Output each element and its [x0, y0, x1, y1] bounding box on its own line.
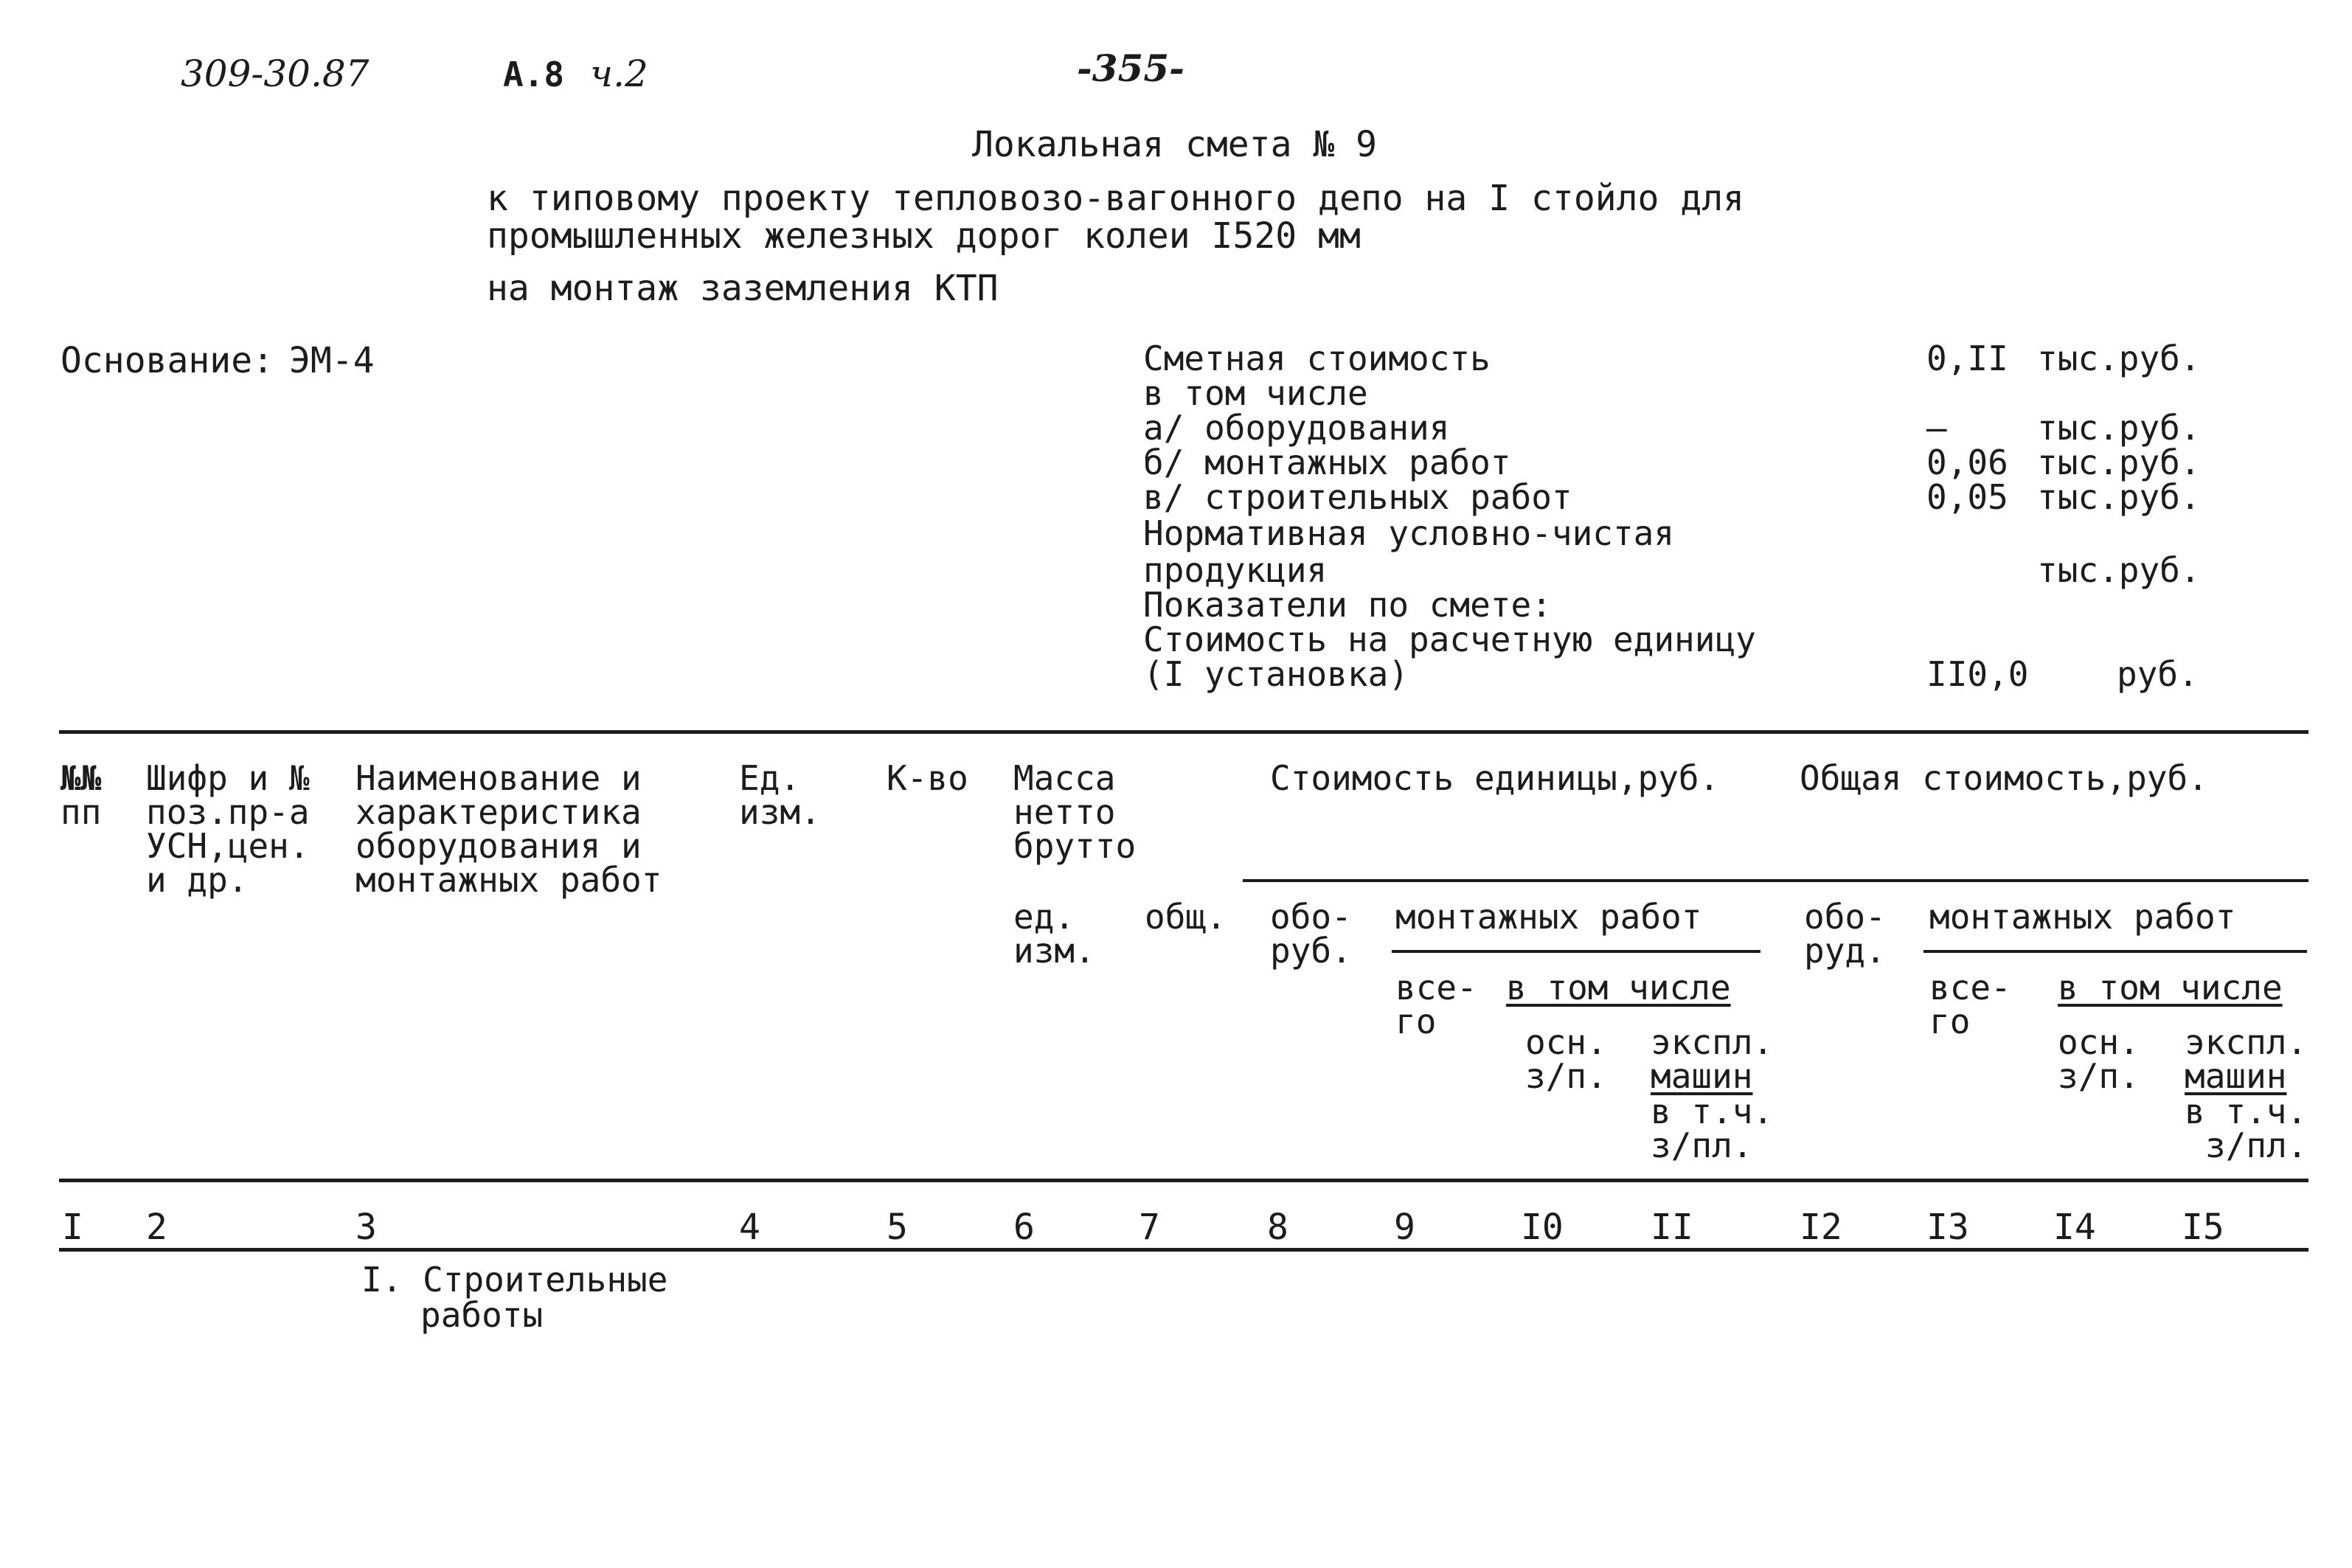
header-mass-total: общ.	[1145, 897, 1227, 937]
header-code-col: УСН,цен.	[146, 826, 310, 866]
column-number: 9	[1394, 1207, 1415, 1248]
header-unit-col: Ед.	[739, 758, 801, 798]
column-numbers-rule	[59, 1248, 2308, 1252]
header-bottom-rule	[59, 1179, 2308, 1182]
column-number: I3	[1926, 1207, 1969, 1248]
summary-unit: тыс.руб.	[2037, 550, 2201, 590]
summary-value: II0,0	[1926, 654, 2029, 694]
header-qty-col: К-во	[887, 758, 968, 798]
title-line-2: промышленных железных дорог колеи I520 мм	[487, 215, 1361, 257]
header-osn-zp-unit: осн.	[1525, 1022, 1607, 1062]
summary-unit: тыс.руб.	[2037, 408, 2201, 448]
header-code-col: и др.	[146, 860, 249, 900]
summary-label: а/ оборудования	[1143, 408, 1450, 448]
header-ekspl-total: экспл.	[2185, 1022, 2308, 1062]
header-total-total: все-	[1929, 968, 2011, 1007]
summary-label: Нормативная условно-чистая	[1143, 513, 1675, 553]
basis-value: ЭМ-4	[289, 340, 375, 381]
header-ekspl-total: з/пл.	[2205, 1125, 2308, 1165]
header-ekspl-unit: экспл.	[1651, 1022, 1774, 1062]
header-total-cost-group: Общая стоимость,руб.	[1800, 758, 2208, 798]
header-equip-total: обо-	[1804, 897, 1886, 937]
summary-value: 0,II	[1926, 339, 2008, 378]
summary-unit: руб.	[2117, 654, 2199, 694]
album-ref: А.8	[503, 55, 565, 94]
table-top-rule	[59, 730, 2308, 734]
header-total-unit: все-	[1395, 968, 1477, 1007]
header-osn-zp-total: з/п.	[2058, 1056, 2140, 1096]
column-number: II	[1651, 1207, 1693, 1248]
column-number: I	[62, 1207, 83, 1248]
column-number: 3	[355, 1207, 377, 1248]
header-equip-unit: руб.	[1270, 931, 1352, 971]
column-number: I5	[2182, 1207, 2224, 1248]
header-mass-col: брутто	[1013, 826, 1137, 866]
column-number: I0	[1521, 1207, 1564, 1248]
header-unit-col: изм.	[739, 792, 821, 832]
header-ekspl-unit: машин	[1651, 1056, 1753, 1096]
summary-label: Показатели по смете:	[1143, 585, 1552, 625]
section-heading: работы	[420, 1295, 544, 1335]
header-code-col: Шифр и №	[146, 758, 310, 798]
header-mass-col: нетто	[1013, 792, 1116, 832]
header-montage-total: монтажных работ	[1929, 897, 2236, 937]
header-mass-unit: изм.	[1013, 931, 1095, 971]
summary-value: 0,06	[1926, 443, 2008, 482]
header-osn-zp-total: осн.	[2058, 1022, 2140, 1062]
header-osn-zp-unit: з/п.	[1525, 1056, 1607, 1096]
column-number: 8	[1267, 1207, 1288, 1248]
basis-label: Основание:	[60, 340, 274, 381]
summary-label: (I установка)	[1143, 654, 1409, 694]
header-including-total: в том числе	[2058, 968, 2283, 1007]
header-equip-total: руд.	[1804, 931, 1886, 971]
page-number: -355-	[1077, 46, 1184, 90]
estimate-title: Локальная смета № 9	[972, 124, 1378, 165]
cost-group-rule	[1243, 879, 2308, 882]
column-number: I2	[1800, 1207, 1842, 1248]
summary-value: 0,05	[1926, 477, 2008, 517]
handwritten-code: 309-30.87	[181, 52, 370, 95]
header-ekspl-total: в т.ч.	[2185, 1092, 2308, 1131]
column-number: 7	[1139, 1207, 1160, 1248]
summary-label: Сметная стоимость	[1143, 339, 1491, 378]
montage-total-rule	[1923, 950, 2307, 953]
section-heading: I. Строительные	[361, 1260, 668, 1300]
header-total-unit: го	[1395, 1002, 1437, 1041]
header-num-col: пп	[60, 792, 102, 832]
summary-unit: тыс.руб.	[2037, 339, 2201, 378]
header-name-col: монтажных работ	[355, 860, 662, 900]
header-ekspl-unit: в т.ч.	[1651, 1092, 1774, 1131]
summary-label: продукция	[1143, 550, 1328, 590]
header-mass-col: Масса	[1013, 758, 1116, 798]
header-name-col: характеристика	[355, 792, 642, 832]
summary-label: в том числе	[1143, 373, 1368, 413]
column-number: 4	[739, 1207, 760, 1248]
summary-unit: тыс.руб.	[2037, 443, 2201, 482]
summary-label: б/ монтажных работ	[1143, 443, 1511, 482]
header-montage-unit: монтажных работ	[1395, 897, 1702, 937]
album-part: ч.2	[590, 52, 648, 95]
header-name-col: Наименование и	[355, 758, 642, 798]
summary-unit: тыс.руб.	[2037, 477, 2201, 517]
header-unit-cost-group: Стоимость единицы,руб.	[1270, 758, 1720, 798]
header-equip-unit: обо-	[1270, 897, 1352, 937]
column-number: 6	[1013, 1207, 1035, 1248]
column-number: 5	[887, 1207, 908, 1248]
column-number: I4	[2053, 1207, 2096, 1248]
title-line-3: на монтаж заземления КТП	[487, 268, 999, 309]
montage-unit-rule	[1392, 950, 1760, 953]
summary-value: –	[1926, 408, 1947, 448]
title-line-1: к типовому проекту тепловозо-вагонного депо на I стойло для	[487, 178, 1745, 219]
header-total-total: го	[1929, 1002, 1971, 1041]
header-ekspl-unit: з/пл.	[1651, 1125, 1753, 1165]
header-name-col: оборудования и	[355, 826, 642, 866]
header-code-col: поз.пр-а	[146, 792, 310, 832]
header-including-unit: в том числе	[1506, 968, 1731, 1007]
summary-label: Стоимость на расчетную единицу	[1143, 620, 1756, 659]
header-mass-unit: ед.	[1013, 897, 1075, 937]
header-ekspl-total: машин	[2185, 1056, 2287, 1096]
summary-label: в/ строительных работ	[1143, 477, 1572, 517]
header-num-col: №№	[60, 758, 102, 798]
column-number: 2	[146, 1207, 167, 1248]
